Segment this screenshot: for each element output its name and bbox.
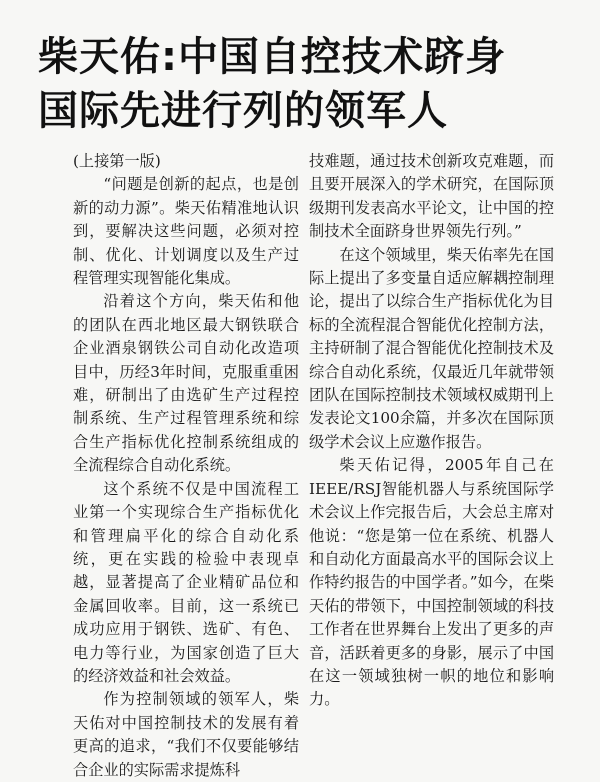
article-column-left bbox=[73, 150, 299, 782]
paragraph: 这个系统不仅是中国流程工业第一个实现综合生产指标优化和管理扁平化的综合自动化系统，更在实践的检验中表现卓越，显著提高了企业精矿品位和金属回收率。目前，这一系统已成功应用于钢铁、选矿、有色、电力等行业，为国家创造了巨大的经济效益和社会效益。 bbox=[73, 479, 299, 685]
paragraph: 在这个领域里，柴天佑率先在国际上提出了多变量自适应解耦控制理论，提出了以综合生产指标优化为目标的全流程混合智能优化控制方法，主持研制了混合智能优化控制技术及综合自动化系统，仅最近几年就带领团队在国际控制技术领域权威期刊上发表论文100余篇，并多次在国际顶级学术会议上应邀作报告。 bbox=[309, 245, 554, 451]
continuation-note: (上接第一版) bbox=[73, 152, 161, 170]
paragraph: 柴天佑记得，2005年自己在IEEE/RSJ智能机器人与系统国际学术会议上作完报告后，大会总主席对他说：“您是第一位在系统、机器人和自动化方面最高水平的国际会议上作特约报告的中国学者。”如今，在柴天佑的带领下，中国控制领域的科技工作者在世界舞台上发出了更多的声音，活跃着更多的身影，展示了中国在这一领域独树一帜的地位和影响力。 bbox=[309, 456, 554, 709]
paragraph: 技难题，通过技术创新攻克难题，而且要开展深入的学术研究，在国际顶级期刊发表高水平论文，让中国的控制技术全面跻身世界领先行列。” bbox=[309, 152, 554, 241]
headline-line-2: 国际先进行列的领军人 bbox=[38, 88, 448, 134]
paragraph: 作为控制领域的领军人，柴天佑对中国控制技术的发展有着更高的追求，“我们不仅要能够结合企业的实际需求提炼科 bbox=[73, 690, 299, 779]
paragraph: “问题是创新的起点，也是创新的动力源”。柴天佑精准地认识到，要解决这些问题，必须对控制、优化、计划调度以及生产过程管理实现智能化集成。 bbox=[73, 175, 299, 288]
headline bbox=[38, 30, 583, 138]
article-column-right bbox=[309, 150, 554, 712]
headline-line-1: 柴天佑:中国自控技术跻身 bbox=[38, 34, 506, 80]
paragraph: 沿着这个方向，柴天佑和他的团队在西北地区最大钢铁联合企业酒泉钢铁公司自动化改造项目中，历经3年时间，克服重重困难，研制出了由选矿生产过程控制系统、生产过程管理系统和综合生产指标优化控制系统组成的全流程综合自动化系统。 bbox=[73, 292, 299, 475]
